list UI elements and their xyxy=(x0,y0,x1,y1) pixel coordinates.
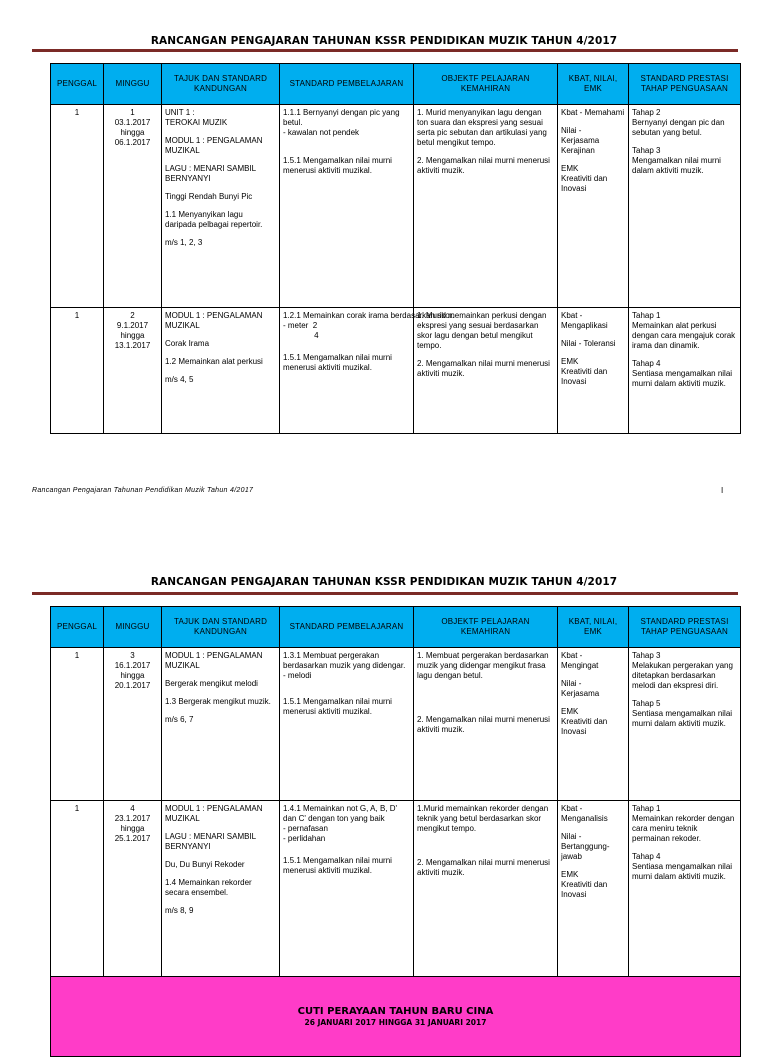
kbat-line: Kbat - Menganalisis xyxy=(561,804,608,823)
penggal-cell: 1 xyxy=(51,648,104,801)
kbat-line: Nilai - Toleransi xyxy=(561,339,616,348)
header-penggal: PENGGAL xyxy=(51,607,104,648)
tajuk-line: Tinggi Rendah Bunyi Pic xyxy=(165,192,253,201)
standard-cell xyxy=(280,801,414,977)
standard-line: 1.5.1 Mengamalkan nilai murni menerusi aktiviti muzikal. xyxy=(283,156,392,175)
title-divider xyxy=(32,592,738,595)
prestasi-line: Tahap 3 Melakukan pergerakan yang ditetapkan berdasarkan melodi dan ekspresi diri. xyxy=(632,651,733,690)
tajuk-line: MODUL 1 : PENGALAMAN MUZIKAL xyxy=(165,804,263,823)
title-divider xyxy=(32,49,738,52)
prestasi-line: Tahap 2 Bernyanyi dengan pic dan sebutan yang betul. xyxy=(632,108,725,137)
standard-line: 1.2.1 Memainkan corak irama berdasarkan skor. - meter 2 4 xyxy=(283,311,455,340)
penggal-cell: 1 xyxy=(51,801,104,977)
tajuk-line: Du, Du Bunyi Rekoder xyxy=(165,860,245,869)
week-start: 03.1.2017 xyxy=(114,118,151,127)
tajuk-line: 1.3 Bergerak mengikut muzik. xyxy=(165,697,271,706)
tajuk-cell xyxy=(162,308,280,434)
objektif-line: 2. Mengamalkan nilai murni menerusi aktiviti muzik. xyxy=(417,858,550,877)
tajuk-cell xyxy=(162,801,280,977)
page-number: I xyxy=(721,486,724,495)
standard-cell xyxy=(280,648,414,801)
header-minggu: MINGGU xyxy=(104,607,162,648)
week-start: 9.1.2017 xyxy=(116,321,149,330)
header-prestasi: STANDARD PRESTASI TAHAP PENGUASAAN xyxy=(629,64,741,105)
week-end: 25.1.2017 xyxy=(114,834,151,843)
week-number: 4 xyxy=(130,804,135,813)
standard-line: 1.1.1 Bernyanyi dengan pic yang betul. - kawalan not pendek xyxy=(283,108,400,137)
standard-cell xyxy=(280,105,414,308)
week-hingga: hingga xyxy=(120,331,145,340)
tajuk-line: 1.1 Menyanyikan lagu daripada pelbagai repertoir. xyxy=(165,210,263,229)
objektif-line: 1.Murid memainkan rekorder dengan teknik yang betul berdasarkan skor mengikut tempo. xyxy=(417,804,549,833)
header-row xyxy=(51,607,741,648)
tajuk-line: 1.4 Memainkan rekorder secara ensembel. xyxy=(165,878,252,897)
prestasi-cell xyxy=(629,648,741,801)
standard-line: 1.3.1 Membuat pergerakan berdasarkan muzik yang didengar. - melodi xyxy=(283,651,406,680)
tajuk-line: LAGU : MENARI SAMBIL BERNYANYI xyxy=(165,832,256,851)
header-objektif: OBJEKTF PELAJARAN KEMAHIRAN xyxy=(414,64,558,105)
prestasi-cell xyxy=(629,801,741,977)
prestasi-cell xyxy=(629,308,741,434)
objektif-cell xyxy=(414,105,558,308)
week-end: 20.1.2017 xyxy=(114,681,151,690)
header-kbat: KBAT, NILAI, EMK xyxy=(558,607,629,648)
standard-line: 1.4.1 Memainkan not G, A, B, D' dan C' dengan ton yang baik - pernafasan - perlidahan xyxy=(283,804,398,843)
prestasi-line: Tahap 4 Sentiasa mengamalkan nilai murni dalam aktiviti muzik. xyxy=(632,852,733,881)
tajuk-cell xyxy=(162,105,280,308)
week-start: 23.1.2017 xyxy=(114,814,151,823)
prestasi-cell xyxy=(629,105,741,308)
tajuk-line: Corak Irama xyxy=(165,339,210,348)
table-row xyxy=(51,801,741,977)
header-tajuk: TAJUK DAN STANDARD KANDUNGAN xyxy=(162,64,280,105)
minggu-cell xyxy=(104,801,162,977)
week-hingga: hingga xyxy=(120,671,145,680)
objektif-line: 1. Membuat pergerakan berdasarkan muzik yang didengar mengikut frasa lagu dengan betul. xyxy=(417,651,549,680)
kbat-line: Kbat - Mengaplikasi xyxy=(561,311,608,330)
standard-cell xyxy=(280,308,455,434)
page-footer: Rancangan Pengajaran Tahunan Pendidikan Muzik Tahun 4/2017 xyxy=(32,487,254,494)
objektif-line: 2. Mengamalkan nilai murni menerusi aktiviti muzik. xyxy=(417,715,550,734)
header-row xyxy=(51,64,741,105)
plan-table-page-2 xyxy=(50,606,741,1057)
header-minggu: MINGGU xyxy=(104,64,162,105)
kbat-cell xyxy=(558,105,629,308)
holiday-banner xyxy=(51,977,741,1057)
kbat-line: EMK Kreativiti dan Inovasi xyxy=(561,870,608,899)
objektif-cell xyxy=(414,801,558,977)
kbat-line: Nilai - Kerjasama xyxy=(561,679,600,698)
kbat-cell xyxy=(558,801,629,977)
kbat-line: Kbat - Memahami xyxy=(561,108,625,117)
prestasi-line: Tahap 4 Sentiasa mengamalkan nilai murni dalam aktiviti muzik. xyxy=(632,359,733,388)
table-row xyxy=(51,648,741,801)
tajuk-line: 1.2 Memainkan alat perkusi xyxy=(165,357,263,366)
week-number: 2 xyxy=(130,311,135,320)
header-objektif: OBJEKTF PELAJARAN KEMAHIRAN xyxy=(414,607,558,648)
holiday-title: CUTI PERAYAAN TAHUN BARU CINA xyxy=(297,1006,494,1017)
kbat-line: EMK Kreativiti dan Inovasi xyxy=(561,357,608,386)
tajuk-line: LAGU : MENARI SAMBIL BERNYANYI xyxy=(165,164,256,183)
plan-table-page-1 xyxy=(50,63,741,434)
kbat-line: EMK Kreativiti dan Inovasi xyxy=(561,164,608,193)
minggu-cell xyxy=(104,648,162,801)
objektif-cell xyxy=(414,648,558,801)
table-row xyxy=(51,105,741,308)
objektif-line: 2. Mengamalkan nilai murni menerusi aktiviti muzik. xyxy=(417,359,550,378)
tajuk-line: MODUL 1 : PENGALAMAN MUZIKAL xyxy=(165,651,263,670)
prestasi-line: Tahap 1 Memainkan alat perkusi dengan cara mengajuk corak irama dan dinamik. xyxy=(632,311,736,350)
header-tajuk: TAJUK DAN STANDARD KANDUNGAN xyxy=(162,607,280,648)
week-hingga: hingga xyxy=(120,128,145,137)
holiday-row xyxy=(51,977,741,1057)
tajuk-line: MODUL 1 : PENGALAMAN MUZIKAL xyxy=(165,311,263,330)
objektif-line: 1. Murid memainkan perkusi dengan ekspresi yang sesuai berdasarkan skor lagu dengan betul mengikut tempo. xyxy=(417,311,547,350)
minggu-cell xyxy=(104,105,162,308)
header-prestasi: STANDARD PRESTASI TAHAP PENGUASAAN xyxy=(629,607,741,648)
tajuk-line: UNIT 1 : TEROKAI MUZIK xyxy=(165,108,228,127)
minggu-cell xyxy=(104,308,162,434)
holiday-dates: 26 JANUARI 2017 HINGGA 31 JANUARI 2017 xyxy=(304,1018,487,1027)
tajuk-line: m/s 6, 7 xyxy=(165,715,194,724)
standard-line: 1.5.1 Mengamalkan nilai murni menerusi aktiviti muzikal. xyxy=(283,697,392,716)
kbat-line: EMK Kreativiti dan Inovasi xyxy=(561,707,608,736)
penggal-cell: 1 xyxy=(51,105,104,308)
table-row xyxy=(51,308,741,434)
week-end: 13.1.2017 xyxy=(114,341,151,350)
kbat-line: Nilai - Bertanggung-jawab xyxy=(561,832,610,861)
tajuk-line: MODUL 1 : PENGALAMAN MUZIKAL xyxy=(165,136,263,155)
prestasi-line: Tahap 1 Memainkan rekorder dengan cara meniru teknik permainan rekoder. xyxy=(632,804,735,843)
tajuk-line: Bergerak mengikut melodi xyxy=(165,679,258,688)
week-start: 16.1.2017 xyxy=(114,661,151,670)
kbat-cell xyxy=(558,308,629,434)
standard-line: 1.5.1 Mengamalkan nilai murni menerusi aktiviti muzikal. xyxy=(283,353,392,372)
objektif-cell xyxy=(414,308,558,434)
objektif-line: 2. Mengamalkan nilai murni menerusi aktiviti muzik. xyxy=(417,156,550,175)
kbat-line: Kbat - Mengingat xyxy=(561,651,599,670)
week-end: 06.1.2017 xyxy=(114,138,151,147)
page-title: RANCANGAN PENGAJARAN TAHUNAN KSSR PENDIDIKAN MUZIK TAHUN 4/2017 xyxy=(150,576,618,588)
header-penggal: PENGGAL xyxy=(51,64,104,105)
tajuk-line: m/s 8, 9 xyxy=(165,906,194,915)
penggal-cell: 1 xyxy=(51,308,104,434)
page-title: RANCANGAN PENGAJARAN TAHUNAN KSSR PENDIDIKAN MUZIK TAHUN 4/2017 xyxy=(150,35,618,47)
prestasi-line: Tahap 3 Mengamalkan nilai murni dalam aktiviti muzik. xyxy=(632,146,721,175)
week-number: 3 xyxy=(130,651,135,660)
week-number: 1 xyxy=(130,108,135,117)
header-kbat: KBAT, NILAI, EMK xyxy=(558,64,629,105)
tajuk-cell xyxy=(162,648,280,801)
kbat-cell xyxy=(558,648,629,801)
week-hingga: hingga xyxy=(120,824,145,833)
tajuk-line: m/s 4, 5 xyxy=(165,375,194,384)
prestasi-line: Tahap 5 Sentiasa mengamalkan nilai murni dalam aktiviti muzik. xyxy=(632,699,733,728)
objektif-line: 1. Murid menyanyikan lagu dengan ton suara dan ekspresi yang sesuai serta pic sebutan dan artikulasi yang betul mengikut tempo. xyxy=(417,108,547,147)
standard-line: 1.5.1 Mengamalkan nilai murni menerusi aktiviti muzikal. xyxy=(283,856,392,875)
header-standard: STANDARD PEMBELAJARAN xyxy=(280,607,414,648)
tajuk-line: m/s 1, 2, 3 xyxy=(165,238,203,247)
header-standard: STANDARD PEMBELAJARAN xyxy=(280,64,414,105)
kbat-line: Nilai - Kerjasama Kerajinan xyxy=(561,126,600,155)
